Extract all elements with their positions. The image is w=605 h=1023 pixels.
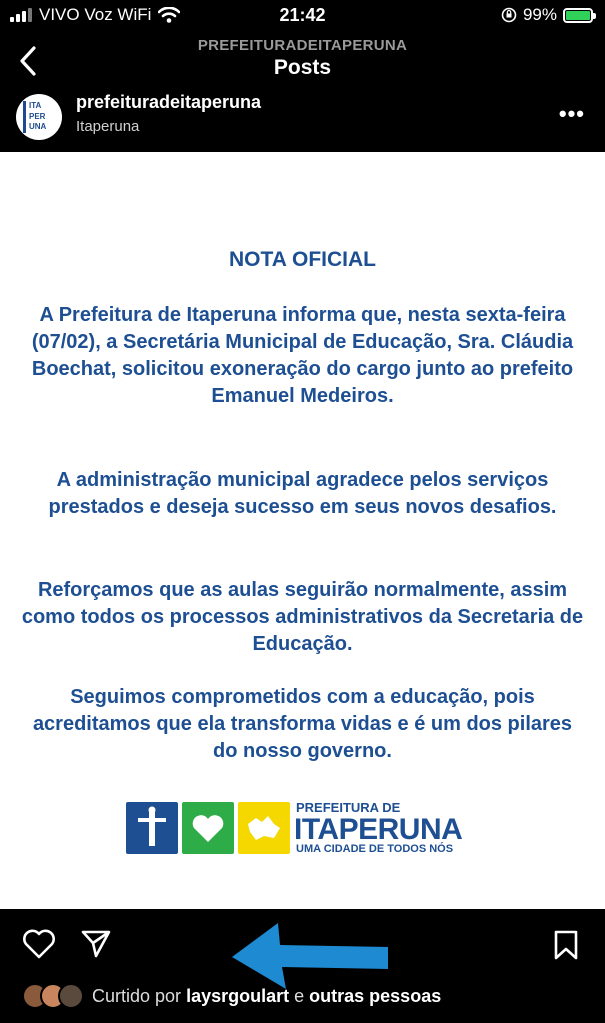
- share-send-icon[interactable]: [80, 929, 112, 959]
- liker-avatars: [22, 983, 84, 1009]
- brand-blue-box: [126, 802, 178, 854]
- post-paragraph-4: Seguimos comprometidos com a educação, pois acreditamos que ela transforma vidas e é um dos pilares do nosso governo.: [32, 686, 573, 762]
- status-right: [501, 5, 593, 25]
- brand-line-1: PREFEITURA DE: [296, 800, 401, 815]
- itaperuna-logo: [23, 101, 55, 133]
- clock: 21:42: [279, 5, 326, 25]
- battery-percent: 99%: [522, 5, 557, 24]
- brand-yellow-box: [238, 802, 290, 854]
- more-options-icon[interactable]: •••: [558, 101, 585, 126]
- liked-and: e: [294, 985, 305, 1006]
- liked-prefix: Curtido por: [92, 985, 182, 1006]
- page-title: Posts: [273, 56, 332, 79]
- like-heart-icon[interactable]: [22, 929, 56, 959]
- post-username[interactable]: prefeituradeitaperuna: [76, 92, 262, 112]
- post-actions: [0, 909, 605, 1023]
- logo-line-3: UNA: [29, 122, 47, 132]
- prefeitura-brand: [126, 802, 486, 856]
- liked-user[interactable]: laysrgoulart: [186, 985, 290, 1006]
- battery-icon: [563, 8, 593, 23]
- heart-logo-icon: [182, 802, 234, 854]
- post-location[interactable]: Itaperuna: [76, 118, 140, 135]
- account-handle: PREFEITURADEITAPERUNA: [197, 37, 408, 54]
- bookmark-icon[interactable]: [552, 929, 580, 961]
- status-left: [10, 5, 180, 25]
- post-heading: NOTA OFICIAL: [229, 248, 376, 271]
- nav-header: [0, 32, 605, 94]
- brand-green-box: [182, 802, 234, 854]
- post-image[interactable]: [0, 152, 605, 909]
- post-paragraph-3: Reforçamos que as aulas seguirão normalmente, assim como todos os processos administrativos da Secretaria de Educação.: [21, 579, 584, 655]
- logo-line-1: ITA: [29, 101, 42, 110]
- statue-icon: [126, 802, 178, 854]
- avatar[interactable]: [16, 94, 62, 140]
- battery-fill: [566, 11, 590, 20]
- post-paragraph-1: A Prefeitura de Itaperuna informa que, nesta sexta-feira (07/02), a Secretária Municipal de Educação, Sra. Cláudia Boechat, solicitou exoneração do cargo junto ao prefeito Emanuel Medeiros.: [31, 304, 574, 407]
- liked-by-line[interactable]: [22, 983, 441, 1009]
- status-bar: [0, 0, 605, 32]
- brand-line-2: ITAPERUNA: [294, 813, 463, 846]
- post-header: [0, 92, 605, 152]
- rotation-lock-icon: [501, 7, 517, 23]
- post-paragraph-2: A administração municipal agradece pelos serviços prestados e deseja sucesso em seus novos desafios.: [48, 469, 557, 518]
- wifi-icon: [158, 7, 180, 23]
- map-shape-icon: [238, 802, 290, 854]
- signal-icon: [10, 8, 32, 22]
- annotation-arrow-icon: [226, 917, 394, 993]
- carrier-label: VIVO Voz WiFi: [39, 5, 152, 24]
- logo-line-2: PER: [29, 111, 46, 121]
- brand-line-3: UMA CIDADE DE TODOS NÓS: [296, 843, 454, 855]
- liked-others[interactable]: outras pessoas: [309, 985, 442, 1006]
